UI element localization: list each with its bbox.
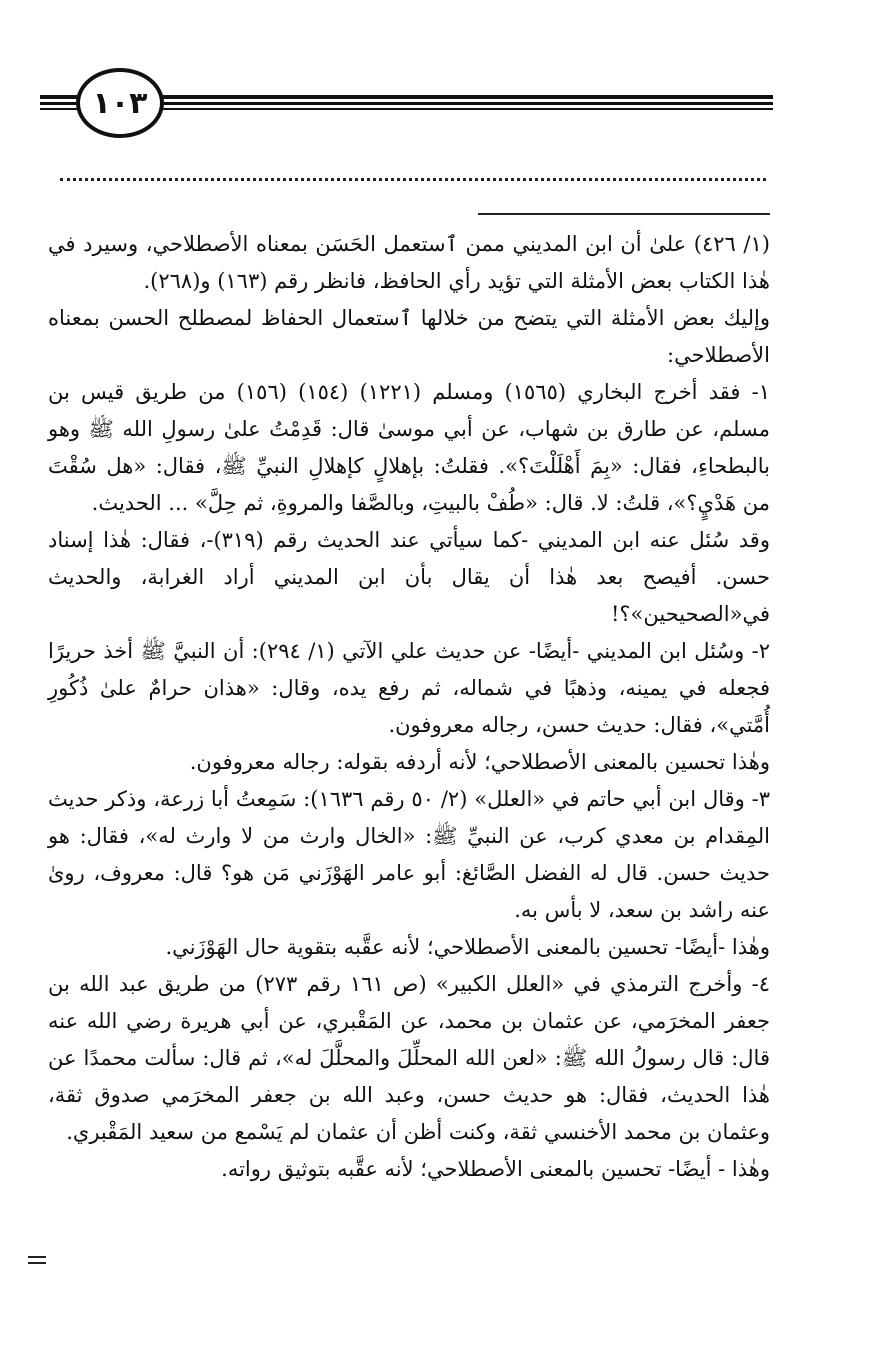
paragraph: وقد سُئل عنه ابن المديني -كما سيأتي عند الحديث رقم (٣١٩)-، فقال: هٰذا إسناد حسن. أفيصح بعد هٰذا أن يقال بأن ابن المديني أراد الغرابة، والحديث في«الصحيحين»؟!	[48, 528, 770, 626]
dotted-separator	[60, 178, 766, 181]
paragraph: ٢- وسُئل ابن المديني -أيضًا- عن حديث علي الآتي (١/ ٢٩٤): أن النبيَّ ﷺ أخذ حريرًا فجعله في يمينه، وذهبًا في شماله، ثم رفع يده، وقال: «هذان حرامٌ علىٰ ذُكُورِ أُمَّتي»، فقال: حديث حسن، رجاله معروفون.	[48, 639, 770, 737]
paragraph: وهٰذا تحسين بالمعنى الأصطلاحي؛ لأنه أردفه بقوله: رجاله معروفون.	[189, 750, 770, 774]
page-number-badge	[76, 68, 164, 138]
paragraph: وهٰذا -أيضًا- تحسين بالمعنى الأصطلاحي؛ لأنه عقَّبه بتقوية حال الهَوْزَني.	[165, 935, 770, 959]
page-number: ١٠٣	[92, 85, 148, 121]
footnote-separator	[478, 213, 770, 215]
paragraph: ١- فقد أخرج البخاري (١٥٦٥) ومسلم (١٢٢١) (١٥٤) (١٥٦) من طريق قيس بن مسلم، عن طارق بن شهاب، عن أبي موسىٰ قال: قَدِمْتُ علىٰ رسولِ الله ﷺ وهو بالبطحاءِ، فقال: «بِمَ أَهْلَلْتَ؟». فقلتُ: بإهلالٍ كإهلالِ النبيِّ ﷺ، فقال: «هل سُقْتَ من هَدْيٍ؟»، قلتُ: لا. قال: «طُفْ بالبيتِ، وبالصَّفا والمروةِ، ثم حِلَّ» ... الحديث.	[48, 380, 770, 515]
paragraph: ٤- وأخرج الترمذي في «العلل الكبير» (ص ١٦١ رقم ٢٧٣) من طريق عبد الله بن جعفر المخرَمي، عن عثمان بن محمد، عن المَقْبري، عن أبي هريرة رضي الله عنه قال: قال رسولُ الله ﷺ: «لعن الله المحلِّلَ والمحلَّلَ له»، ثم قال: سألت محمدًا عن هٰذا الحديث، فقال: هو حديث حسن، وعبد الله بن جعفر المخرَمي صدوق ثقة، وعثمان بن محمد الأخنسي ثقة، وكنت أظن أن عثمان لم يَسْمع من سعيد المَقْبري.	[48, 972, 770, 1144]
page-body	[48, 226, 770, 1188]
paragraph: وإليك بعض الأمثلة التي يتضح من خلالها ٱستعمال الحفاظ لمصطلح الحسن بمعناه الأصطلاحي:	[48, 306, 770, 367]
paragraph: وهٰذا - أيضًا- تحسين بالمعنى الأصطلاحي؛ لأنه عقَّبه بتوثيق رواته.	[221, 1157, 770, 1181]
margin-mark	[28, 1256, 46, 1268]
paragraph: (١/ ٤٢٦) علىٰ أن ابن المديني ممن ٱستعمل الحَسَن بمعناه الأصطلاحي، وسيرد في هٰذا الكتاب بعض الأمثلة التي تؤيد رأي الحافظ، فانظر رقم (١٦٣) و(٢٦٨).	[48, 232, 770, 293]
paragraph: ٣- وقال ابن أبي حاتم في «العلل» (٢/ ٥٠ رقم ١٦٣٦): سَمِعتُ أبا زرعة، وذكر حديث المِقدام بن معدي كرب، عن النبيِّ ﷺ: «الخال وارث من لا وارث له»، فقال: هو حديث حسن. قال له الفضل الصَّائغ: أبو عامر الهَوْزَني مَن هو؟ قال: معروف، روىٰ عنه راشد بن سعد، لا بأس به.	[48, 787, 770, 922]
